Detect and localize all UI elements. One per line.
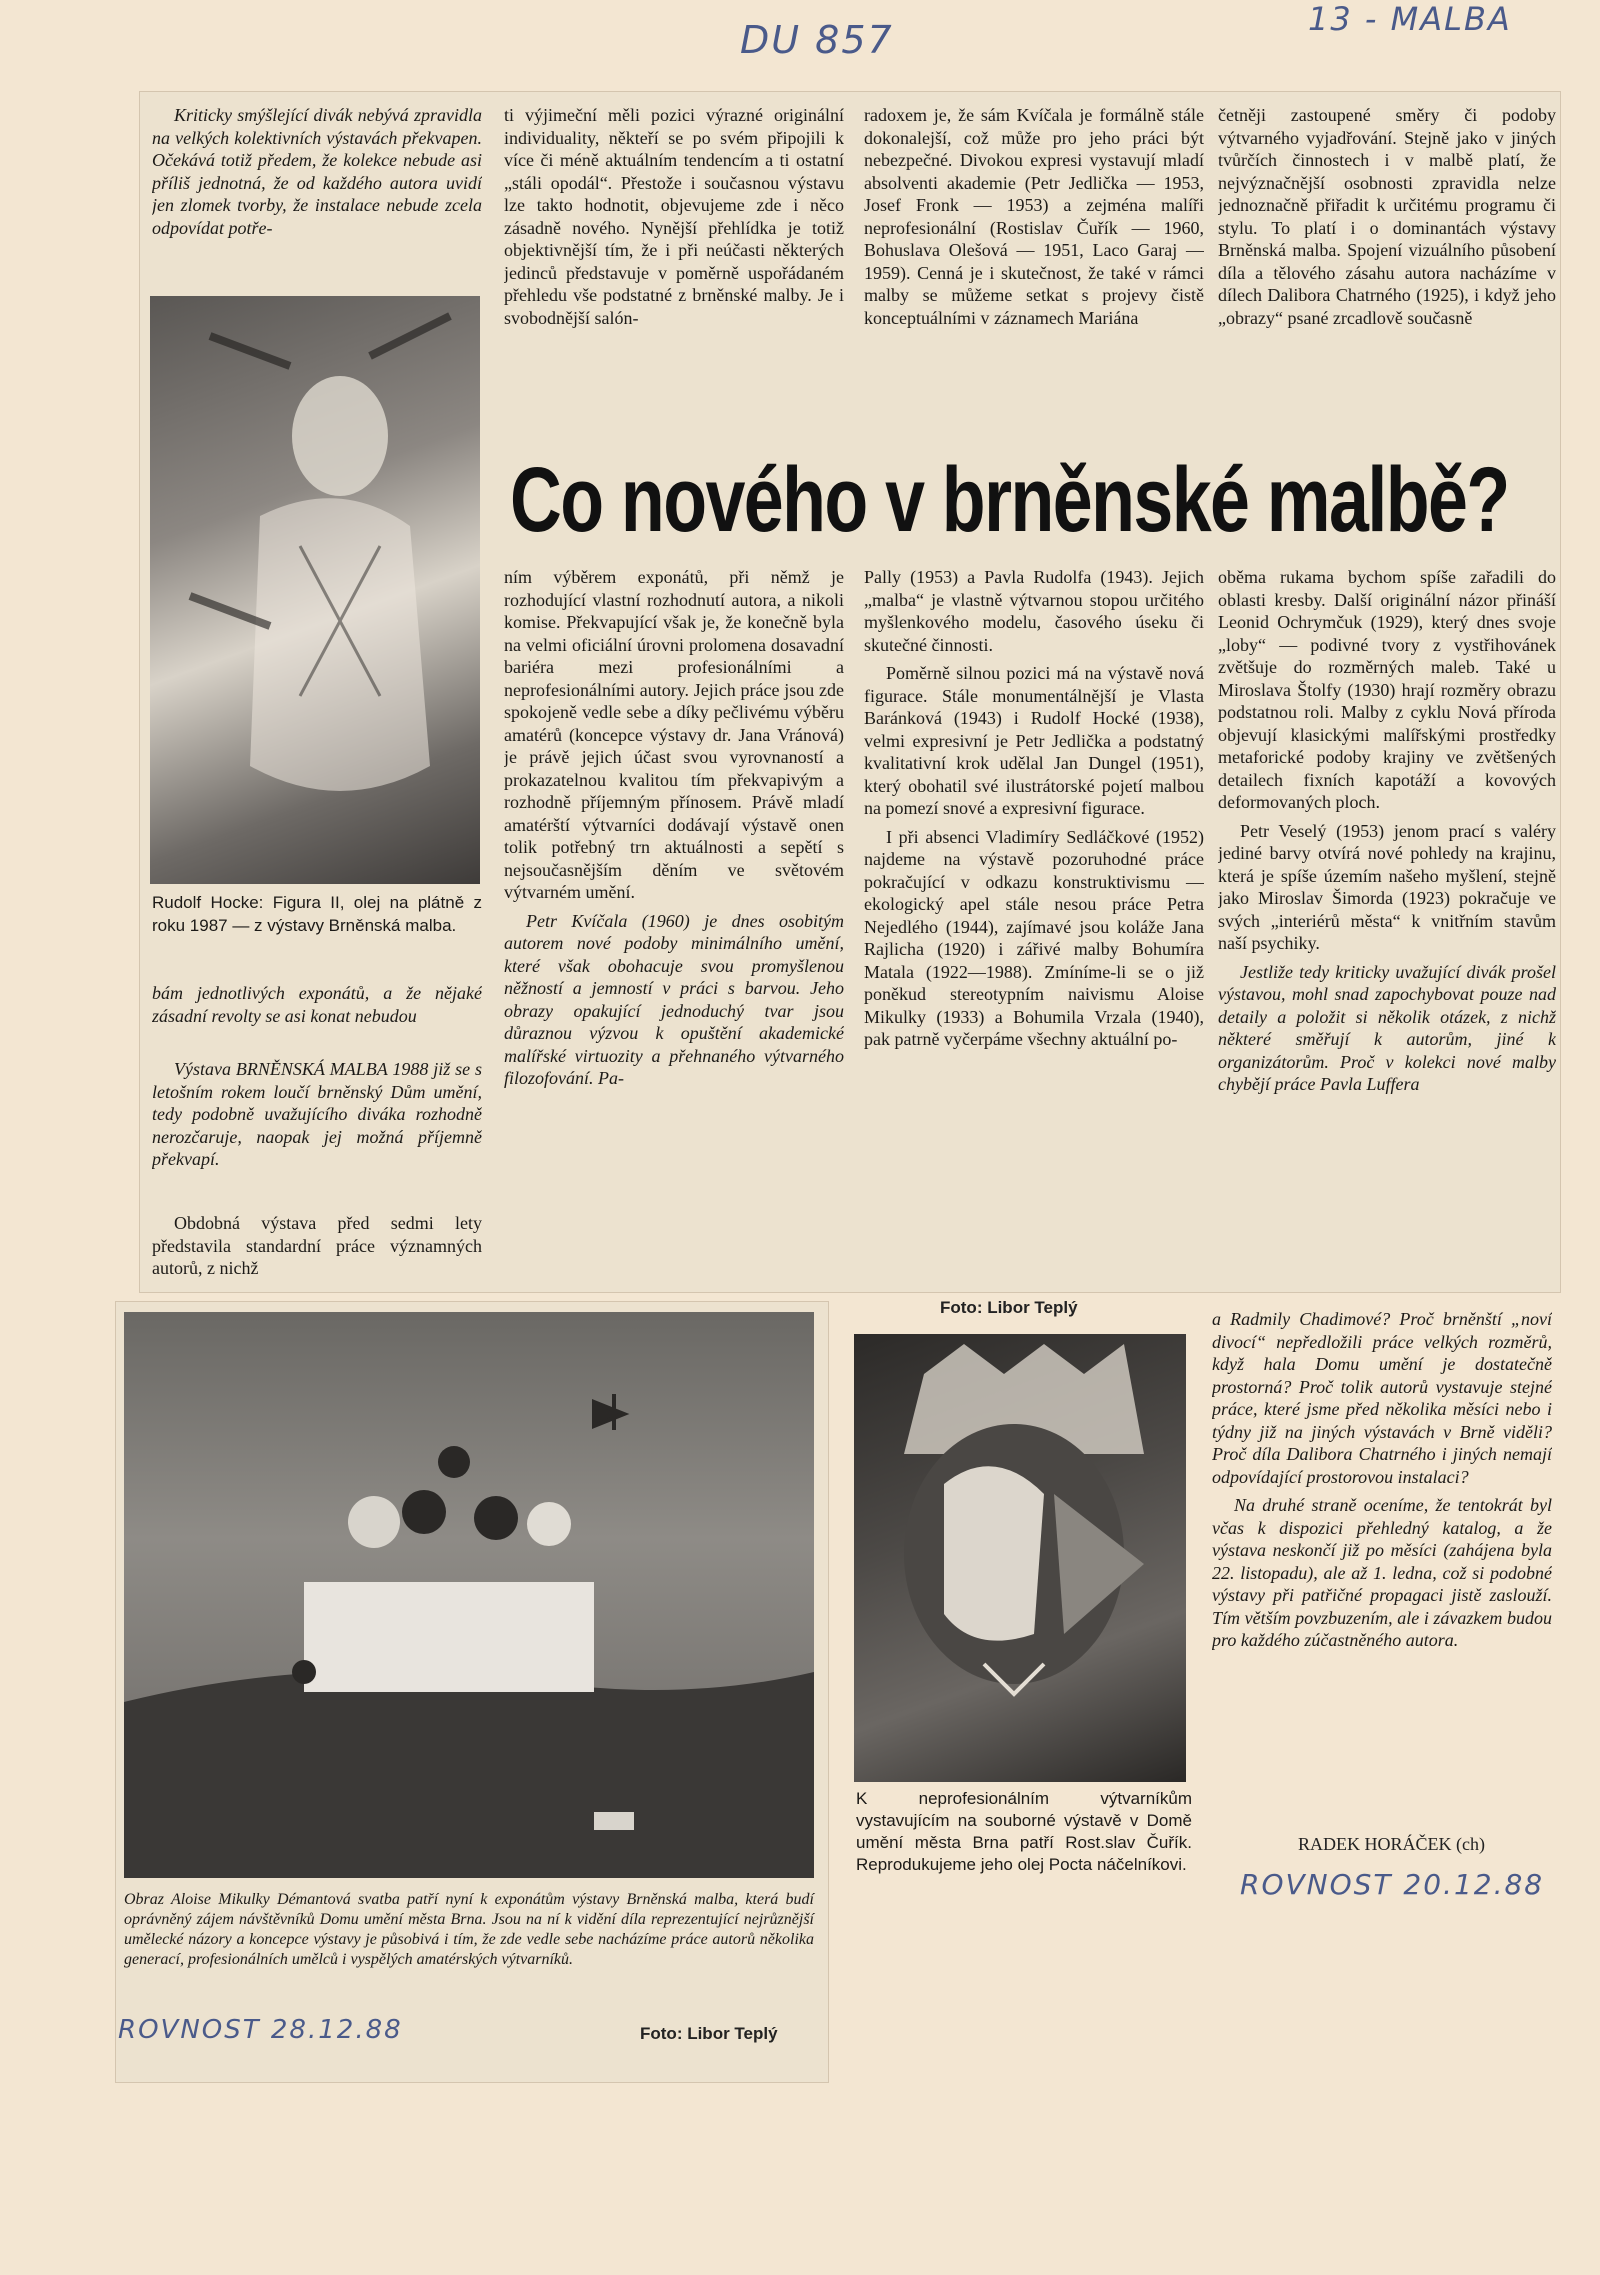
wedding-painting-image: [124, 1312, 814, 1878]
caption-photo1: Rudolf Hocke: Figura II, olej na plátně z roku 1987 — z výstavy Brněnská malba.: [152, 893, 482, 935]
column4-top: četněji zastoupené směry či podoby výtvarného vyjadřování. Stejně jako v jiných tvůrčích činnostech i v malbě platí, že nejvýznačnější osobnosti zpravidla nelze jednoznačně přiřadit k určitému programu či stylu. To platí i o dominantách výstavy Brněnská malba. Spojení vizuálního působení díla a tělového zásahu autora nacházíme v dílech Dalibora Chatrného (1925), i když jeho „obrazy“ psané zrcadlově současně: [1218, 105, 1556, 328]
chief-painting-image: [854, 1334, 1186, 1782]
newspaper-date-handwritten-left: ROVNOST 28.12.88: [118, 2015, 403, 2045]
col1-tail: Obdobná výstava před sedmi lety představila standardní práce významných autorů, z nichž: [152, 1213, 482, 1278]
column2-middle: ním výběrem exponátů, při němž je rozhodující vlastní rozhodnutí autora, a nikoli komise. Překvapující však je, že konečně byla na velmi oficiální úrovni prolomena dosavadní bariéra mezi profesionálními a neprofesionálními autory. Jejich práce jsou zde spokojeně vedle sebe a díky pečlivému výběru amatérů (koncepce výstavy dr. Jana Vránová) je právě jejich účast svou vyrovnaností a prokazatelnou kvalitou tím překvapivým a rozhodně příjemným přínosem. Právě mladí amatérští výtvarníci dodávají výstavě onen tolik potřebný trn aktuálnosti a sepětí s nejsoučasnějším děním ve světovém výtvarném umění. Petr Kvíčala (1960) je dnes osobitým autorem nové podoby minimálního umění, které však obohacuje svou promyšlenou něžností a jemností v práci s barvou. Jeho obrazy opakující jednoduchý tvar jsou důraznou výzvou k opuštění akademické malířské virtuozity a přehnaného výtvarného filozofování. Pa-: [504, 567, 844, 1088]
column4-middle: oběma rukama bychom spíše zařadili do oblasti kresby. Další originální názor přináší Leonid Ochrymčuk (1929), který dnes svoje „loby“ — podivné tvory z vystřihovánek zvětšuje do rozměrných maleb. Také u Miroslava Štolfy (1930) hrají rozměry obrazu podstatnou roli. Malby z cyklu Nová příroda objevují klasickými malířskými prostředky metaforické podoby krajiny ve zvětšených detailech fixních kapotáží a kovových deformovaných ploch. Petr Veselý (1953) jenom prací s valéry jediné barvy otvírá nové pohledy na krajinu, která je spíše územím našeho myšlení, stejně jako Miroslav Šimorda (1923) pokračuje ve svých „interiérů města“ k vnitřním stavům naší psychiky. Jestliže tedy kriticky uvažující divák prošel výstavou, mohl snad zapochybovat pouze nad detaily a položit si několik otázek, z nichž některé směřují k autorům, jiné k organizátorům. Proč v kolekci nové malby chybějí práce Pavla Luffera: [1218, 567, 1556, 1094]
lead-text: Kriticky smýšlející divák nebývá zpravidla na velkých kolektivních výstavách překvapen. Očekává totiž předem, že kolekce nebude asi příliš jednotná, že od každého autora uvidí jen zlomek tvorby, že instalace nebude zcela odpovídat potře-: [152, 105, 482, 238]
photo-rudolf-hocke-figura: [150, 296, 480, 884]
author-signature: RADEK HORÁČEK (ch): [1298, 1834, 1485, 1854]
figure-painting-image: [150, 296, 480, 884]
column2-top: ti výjimeční měli pozici výrazné originální individuality, někteří se po svém připojili k více či méně aktuálním tendencím a ti ostatní „stáli opodál“. Přestože i současnou výstavu lze takto hodnotit, objevujeme zde i něco zásadně nového. Nynější přehlídka je totiž objektivnější tím, že i při neúčasti některých jedinců představuje v poměrně uspořádaném přehledu vše podstatné z brněnské malby. Je i svobodnější salón-: [504, 105, 844, 328]
article-headline: Co nového v brněnské malbě?: [510, 449, 1509, 551]
caption-photo2: K neprofesionálním výtvarníkům vystavujícím na souborné výstavě v Domě umění města Brna patří Rost.slav Čuřík. Reprodukujeme jeho olej Pocta náčelníkovi.: [856, 1789, 1192, 1874]
photo-curik-pocta-nacelnikovi: [854, 1334, 1186, 1782]
caption-photo3: Obraz Aloise Mikulky Démantová svatba patří nyní k exponátům výstavy Brněnská malba, která budí oprávněný zájem návštěvníků Domu umění města Brna. Jsou na ní k vidění díla reprezentující nejrůznější umělecké názory a koncepce výstavy je působivá i tím, že zde vedle sebe nacházíme práce autorů několika generací, profesionálních umělců i vyspělých amatérských výtvarníků.: [124, 1891, 814, 1968]
lead-continuation: bám jednotlivých exponátů, a že nějaké zásadní revolty se asi konat nebudou: [152, 983, 482, 1026]
intro-paragraph: Výstava BRNĚNSKÁ MALBA 1988 již se s letošním rokem loučí brněnský Dům umění, tedy podobně uvažujícího diváka rozhodně nerozčaruje, naopak jej možná příjemně překvapí.: [152, 1059, 482, 1169]
category-handwritten: 13 - MALBA: [1308, 0, 1512, 38]
photo-mikulka-demantova-svatba: [124, 1312, 814, 1878]
photo3-credit: Foto: Libor Teplý: [640, 2024, 778, 2043]
column3-middle: Pally (1953) a Pavla Rudolfa (1943). Jejich „malba“ je vlastně výtvarnou stopou určitého myšlenkového modelu, časového úseku či skutečné činnosti. Poměrně silnou pozici má na výstavě nová figurace. Stále monumentálnější je Vlasta Baránková (1943) i Rudolf Hocké (1938), velmi expresivní je Petr Jedlička a podstatný kvalitativní krok udělal Jan Dungel (1951), který obohatil své ilustrátorské pojetí malbou na pomezí snové a expresivní figurace. I při absenci Vladimíry Sedláčkové (1952) najdeme na výstavě pozoruhodné práce pokračující v odkazu konstruktivismu — ekologický apel stále nesou práce Petra Nejedlého (1944), zajímavé jsou koláže Jana Rajlicha (1920) i zářivé malby Bohumíra Matala (1922—1988). Zmíníme-li se o již poněkud stereotypním naivismu Aloise Mikulky (1933) a Bohumila Vrzala (1940), pak patrně vyčerpáme všechny aktuální po-: [864, 567, 1204, 1049]
column5: a Radmily Chadimové? Proč brněnští „noví divocí“ nepředložili práce velkých rozměrů, když hala Domu umění je dostatečně prostorná? Proč tolik autorů vystavuje stejné práce, které jsme před několika měsíci nebo i týdny již na jiných výstavách v Brně viděli? Proč díla Dalibora Chatrného i jiných nemají odpovídající prostorovou instalaci? Na druhé straně oceníme, že tentokrát byl včas k dispozici přehledný katalog, a že výstava neskončí již po měsíci (zahájena byla 22. listopadu), ale až 1. ledna, což si podobné výstavy při patřičné propagaci jistě zaslouží. Tím větším povzbuzením, ale i závazkem budou pro každého zúčastněného autora.: [1212, 1309, 1552, 1650]
column3-top: radoxem je, že sám Kvíčala je formálně stále dokonalejší, což může pro jeho práci být nebezpečné. Divokou expresi vystavují mladí absolventi akademie (Petr Jedlička — 1953, Josef Fronk — 1953) a zejména malíři neprofesionální (Rostislav Čuřík — 1960, Bohuslava Olešová — 1951, Laco Garaj — 1959). Cenná je i skutečnost, že také v rámci malby se můžeme setkat s projevy čistě konceptuálními v záznamech Mariána: [864, 105, 1204, 328]
photo2-credit: Foto: Libor Teplý: [940, 1298, 1078, 1317]
lead-paragraph: [152, 104, 482, 282]
newspaper-date-handwritten-right: ROVNOST 20.12.88: [1240, 1868, 1545, 1901]
archive-number-handwritten: DU 857: [740, 18, 894, 62]
